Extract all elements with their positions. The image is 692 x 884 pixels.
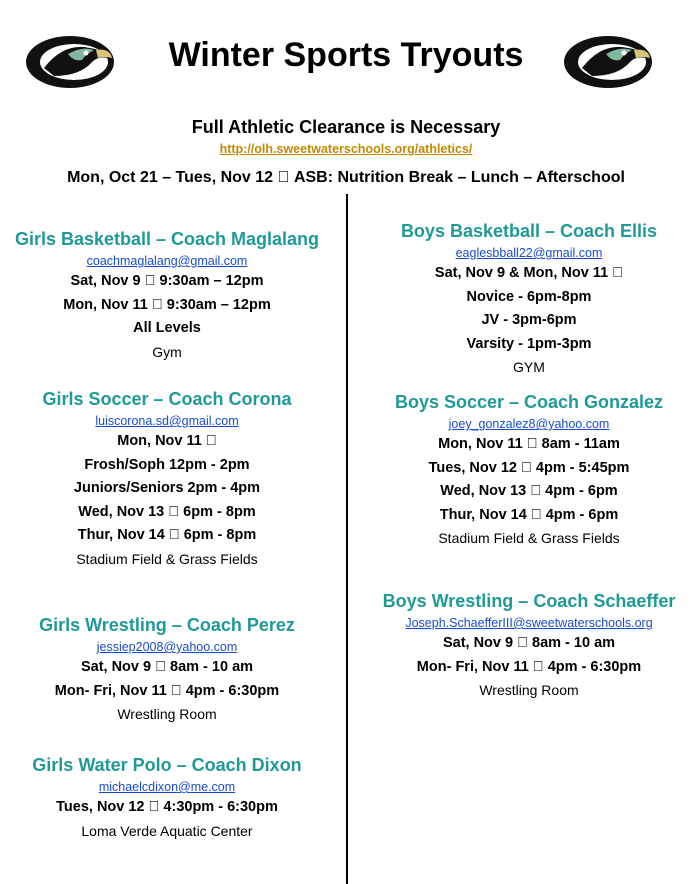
schedule-line: Sat, Nov 9 & Mon, Nov 11: [442, 265, 616, 281]
schedule-line: Tues, Nov 12 4pm - 5:45pm: [436, 459, 622, 476]
page-title: Winter Sports Tryouts: [168, 36, 524, 74]
schedule-line: Novice - 6pm-8pm: [466, 288, 592, 305]
boys-wrestling-email[interactable]: Joseph.SchaefferIII@sweetwaterschools.org: [405, 616, 653, 630]
schedule-line: Sat, Nov 9 8am - 10 am: [450, 635, 608, 651]
schedule-line: Mon- Fri, Nov 11 4pm - 6:30pm: [62, 682, 272, 699]
girls-soccer-email[interactable]: luiscorona.sd@gmail.com: [95, 414, 239, 428]
schedule-line: Thur, Nov 14 6pm - 8pm: [85, 527, 249, 543]
girls-soccer-title: Girls Soccer – Coach Corona: [42, 389, 292, 409]
boys-soccer-title: Boys Soccer – Coach Gonzalez: [394, 392, 664, 412]
location: Loma Verde Aquatic Center: [81, 822, 253, 839]
boys-basketball-email[interactable]: eaglesbball22@gmail.com: [455, 246, 603, 260]
location: Gym: [152, 343, 182, 360]
girls-waterpolo-title: Girls Water Polo – Coach Dixon: [32, 755, 302, 775]
girls-wrestling-section: [0, 614, 334, 727]
girls-basketball-title: Girls Basketball – Coach Maglalang: [14, 229, 320, 249]
schedule-line: Sat, Nov 9 9:30am – 12pm: [77, 273, 257, 289]
tryout-dates-line: Mon, Oct 21 – Tues, Nov 12 ASB: Nutrition Break – Lunch – Afterschool: [75, 169, 617, 186]
location: GYM: [513, 359, 545, 375]
boys-soccer-email[interactable]: joey_gonzalez8@yahoo.com: [448, 417, 610, 431]
girls-basketball-email[interactable]: coachmaglalang@gmail.com: [86, 254, 248, 268]
column-divider: [346, 194, 348, 884]
athletics-link[interactable]: http://olh.sweetwaterschools.org/athletics/: [219, 142, 473, 156]
schedule-line: Sat, Nov 9 8am - 10 am: [88, 659, 246, 675]
clearance-notice: Full Athletic Clearance is Necessary: [191, 117, 501, 137]
schedule-line: Varsity - 1pm-3pm: [466, 335, 592, 352]
schedule-line: Juniors/Seniors 2pm - 4pm: [73, 480, 261, 496]
girls-waterpolo-email[interactable]: michaelcdixon@me.com: [98, 780, 236, 794]
location: Wrestling Room: [479, 682, 579, 698]
schedule-line: Mon, Nov 11 8am - 11am: [445, 436, 613, 452]
location: Wrestling Room: [117, 706, 217, 722]
schedule-line: Wed, Nov 13 4pm - 6pm: [447, 483, 611, 499]
schedule-line: Tues, Nov 12 4:30pm - 6:30pm: [63, 799, 271, 815]
girls-basketball-section: [0, 228, 334, 364]
girls-soccer-section: [0, 388, 334, 571]
schedule-line: All Levels: [133, 320, 201, 336]
boys-soccer-section: [362, 391, 692, 551]
schedule-line: Thur, Nov 14 4pm - 6pm: [447, 506, 611, 523]
boys-basketball-title: Boys Basketball – Coach Ellis: [400, 221, 658, 241]
schedule-line: JV - 3pm-6pm: [481, 312, 577, 328]
schedule-line: Frosh/Soph 12pm - 2pm: [84, 456, 250, 473]
girls-wrestling-email[interactable]: jessiep2008@yahoo.com: [96, 640, 238, 654]
schedule-line: Wed, Nov 13 6pm - 8pm: [85, 503, 249, 520]
location: Stadium Field & Grass Fields: [76, 550, 258, 567]
boys-wrestling-title: Boys Wrestling – Coach Schaeffer: [382, 591, 676, 611]
boys-wrestling-section: [362, 590, 692, 703]
boys-basketball-section: [362, 220, 692, 380]
girls-wrestling-title: Girls Wrestling – Coach Perez: [39, 615, 295, 635]
girls-waterpolo-section: [0, 754, 334, 843]
schedule-line: Mon, Nov 11: [124, 433, 210, 449]
location: Stadium Field & Grass Fields: [438, 530, 620, 546]
schedule-line: Mon, Nov 11 9:30am – 12pm: [70, 296, 264, 313]
schedule-line: Mon- Fri, Nov 11 4pm - 6:30pm: [424, 658, 634, 675]
